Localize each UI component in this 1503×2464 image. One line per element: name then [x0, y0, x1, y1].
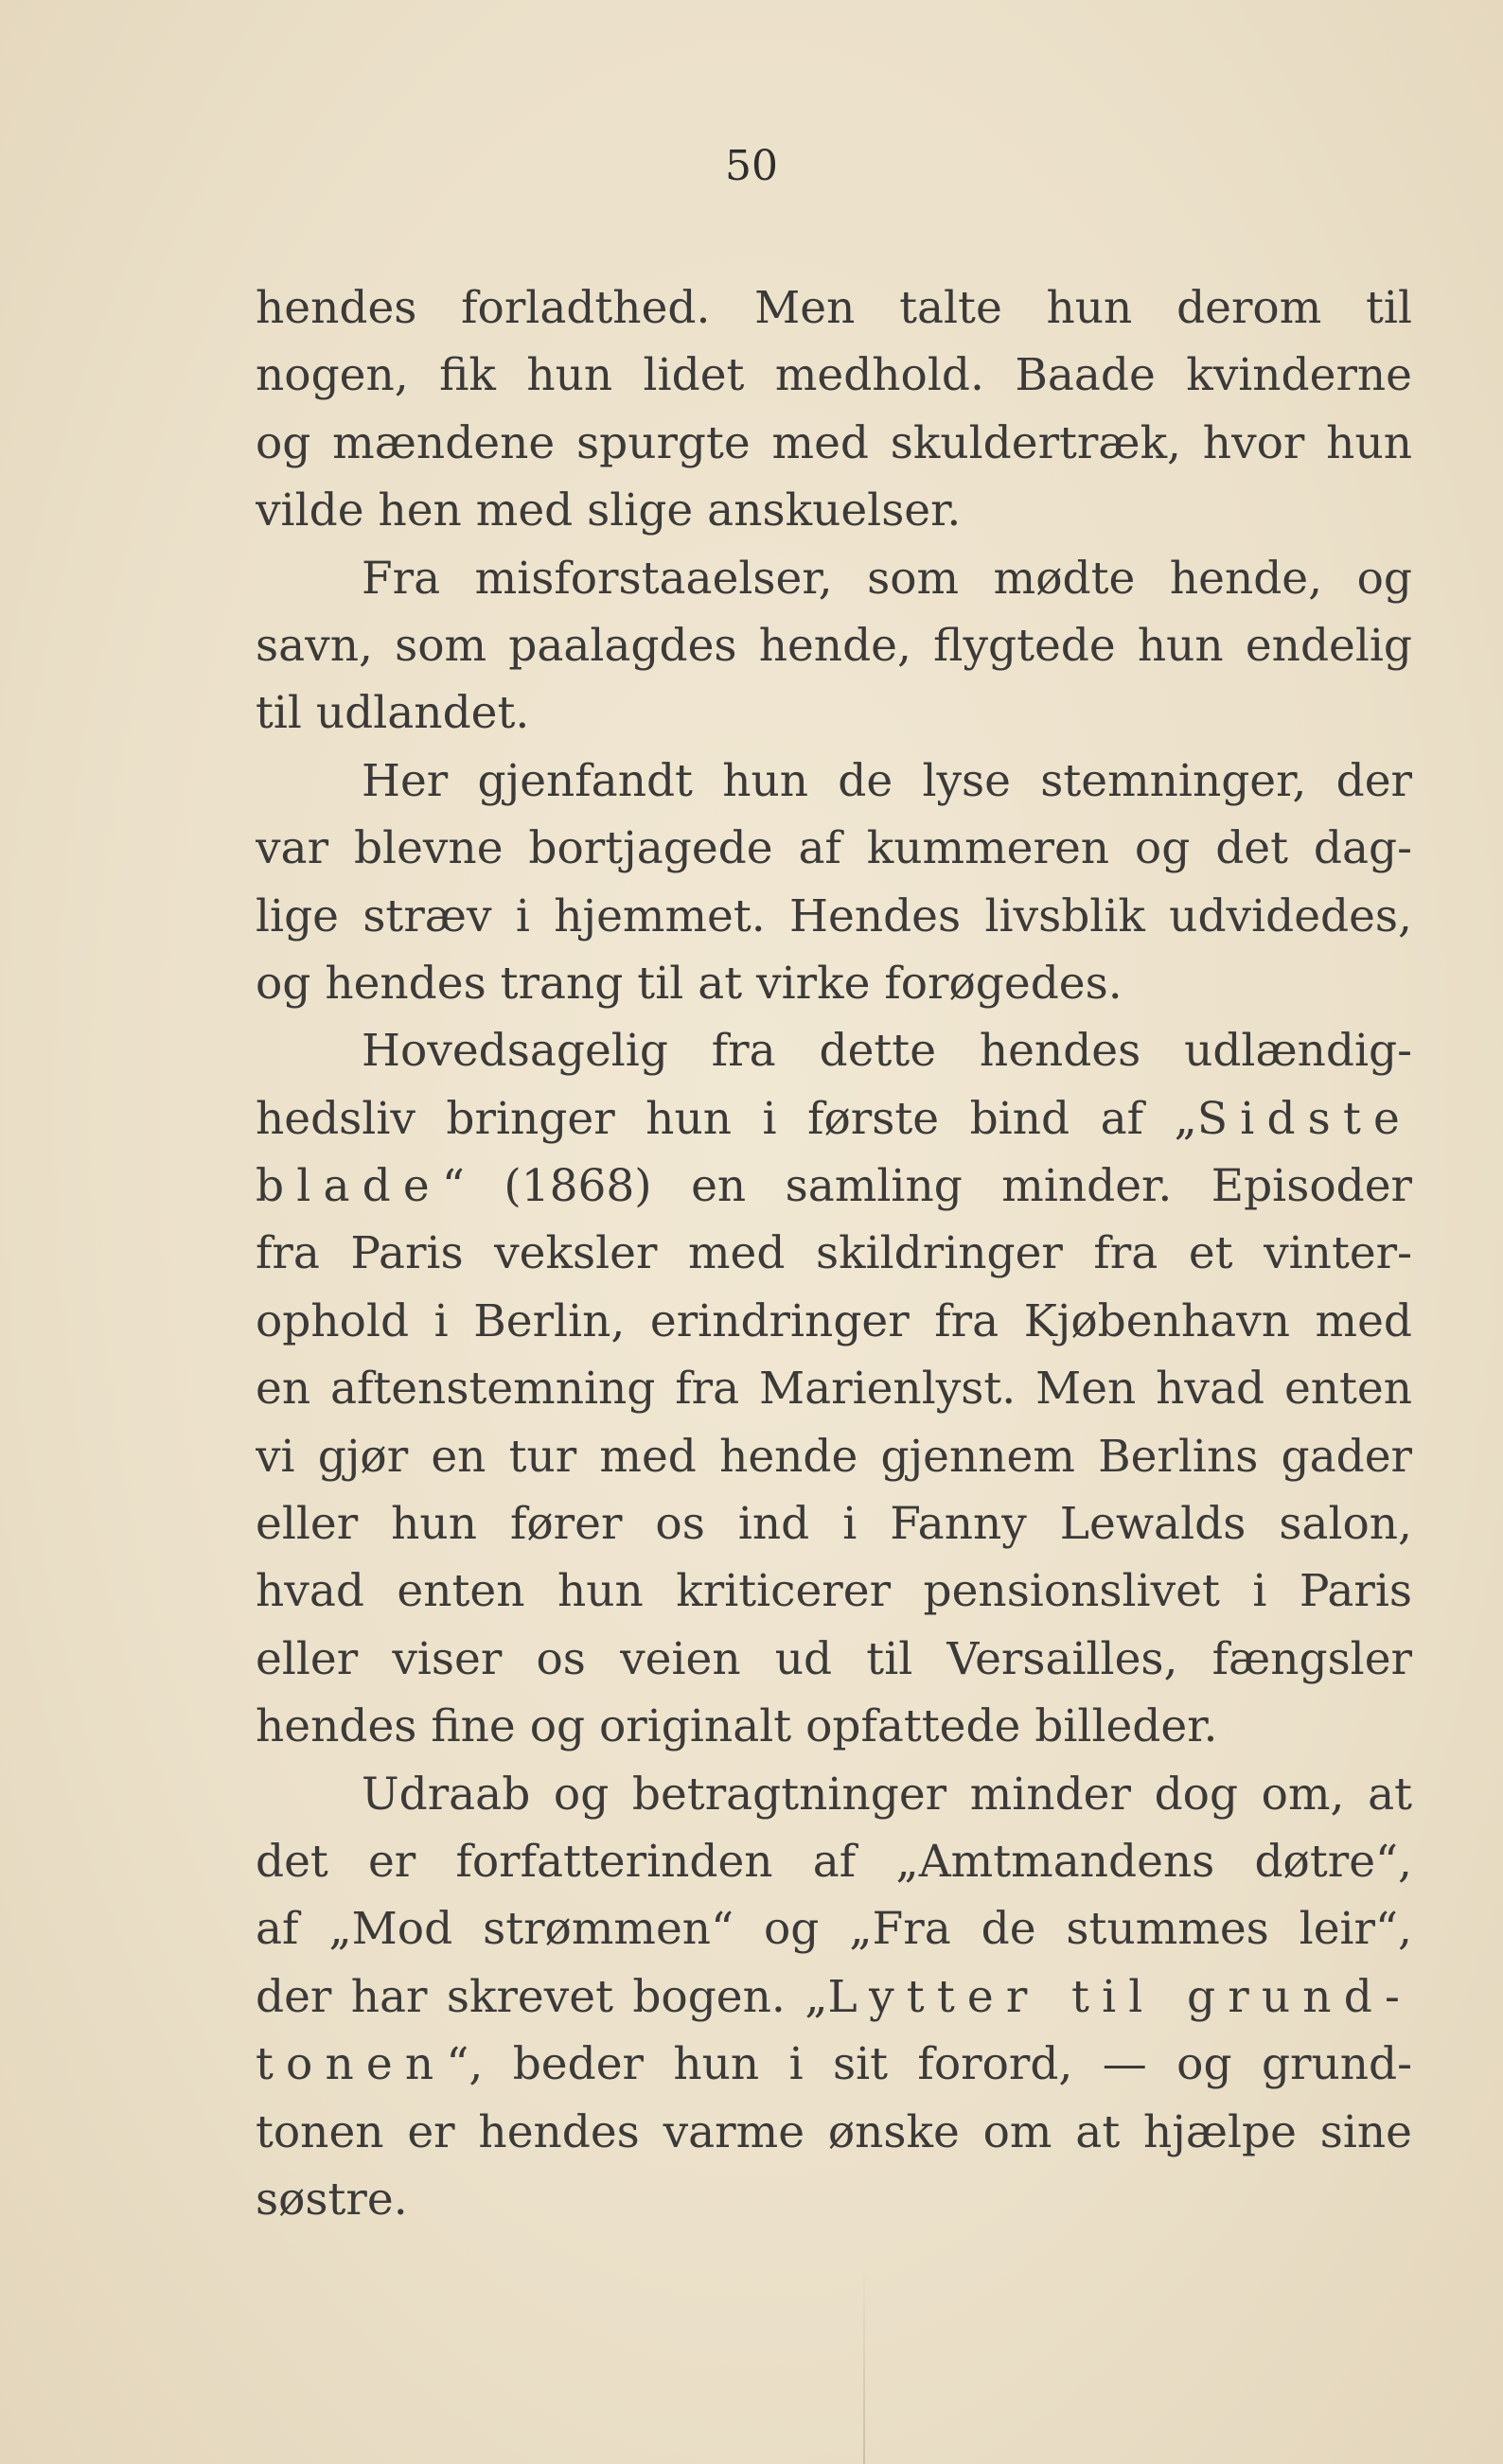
text-line: søstre. [256, 2173, 408, 2226]
page-number: 50 [725, 142, 778, 190]
text-line: tonen er hendes varme ønske om at hjælpe sine [256, 2105, 1412, 2158]
text-line: eller viser os veien ud til Versailles, fængsler [256, 1632, 1412, 1685]
text-line: vi gjør en tur med hende gjennem Berlins gader [256, 1430, 1412, 1483]
text-line: vilde hen med slige anskuelser. [256, 484, 962, 537]
text-line: Her gjenfandt hun de lyse stemninger, der [362, 754, 1412, 807]
text-line: hvad enten hun kriticerer pensionslivet i Paris [256, 1565, 1412, 1618]
spaced-title: blade [256, 1160, 442, 1213]
text-line: tonen“, beder hun i sit forord, — og grund- [256, 2038, 1412, 2091]
text-line: der har skrevet bogen. „Lytter til grund- [256, 1970, 1412, 2023]
text-line: og hendes trang til at virke forøgedes. [256, 957, 1123, 1010]
spaced-title: Lytter til grund- [827, 1970, 1412, 2023]
text-line: fra Paris veksler med skildringer fra et vinter- [256, 1227, 1412, 1280]
text-line: var blevne bortjagede af kummeren og det dag- [256, 822, 1412, 875]
text-line: af „Mod strømmen“ og „Fra de stummes leir“, [256, 1903, 1412, 1956]
text-line: hendes forladthed. Men talte hun derom til [256, 282, 1412, 334]
spaced-title: tonen [256, 2038, 447, 2091]
text-line: en aftenstemning fra Marienlyst. Men hvad enten [256, 1363, 1412, 1416]
text-line: hedsliv bringer hun i første bind af „Sidste [256, 1092, 1412, 1145]
spaced-title: Sidste [1196, 1092, 1412, 1145]
text-line: Hovedsagelig fra dette hendes udlændig- [362, 1025, 1412, 1078]
text-line: nogen, fik hun lidet medhold. Baade kvinderne [256, 349, 1412, 402]
text-line: det er forfatterinden af „Amtmandens døtre“, [256, 1835, 1412, 1888]
text-line: hendes fine og originalt opfattede billeder. [256, 1700, 1218, 1753]
text-line: eller hun fører os ind i Fanny Lewalds salon, [256, 1498, 1412, 1551]
text-line: og mændene spurgte med skuldertræk, hvor hun [256, 416, 1412, 469]
text-line: savn, som paalagdes hende, flygtede hun endelig [256, 619, 1412, 672]
text-line: Udraab og betragtninger minder dog om, at [362, 1768, 1412, 1821]
text-line: blade“ (1868) en samling minder. Episoder [256, 1160, 1412, 1213]
text-line: til udlandet. [256, 687, 530, 740]
text-line: lige stræv i hjemmet. Hendes livsblik udvidedes, [256, 889, 1412, 942]
body-text [256, 274, 1412, 2233]
paper-fold [863, 2266, 865, 2464]
text-line: ophold i Berlin, erindringer fra Kjøbenhavn med [256, 1294, 1412, 1347]
text-line: Fra misforstaaelser, som mødte hende, og [362, 552, 1412, 605]
